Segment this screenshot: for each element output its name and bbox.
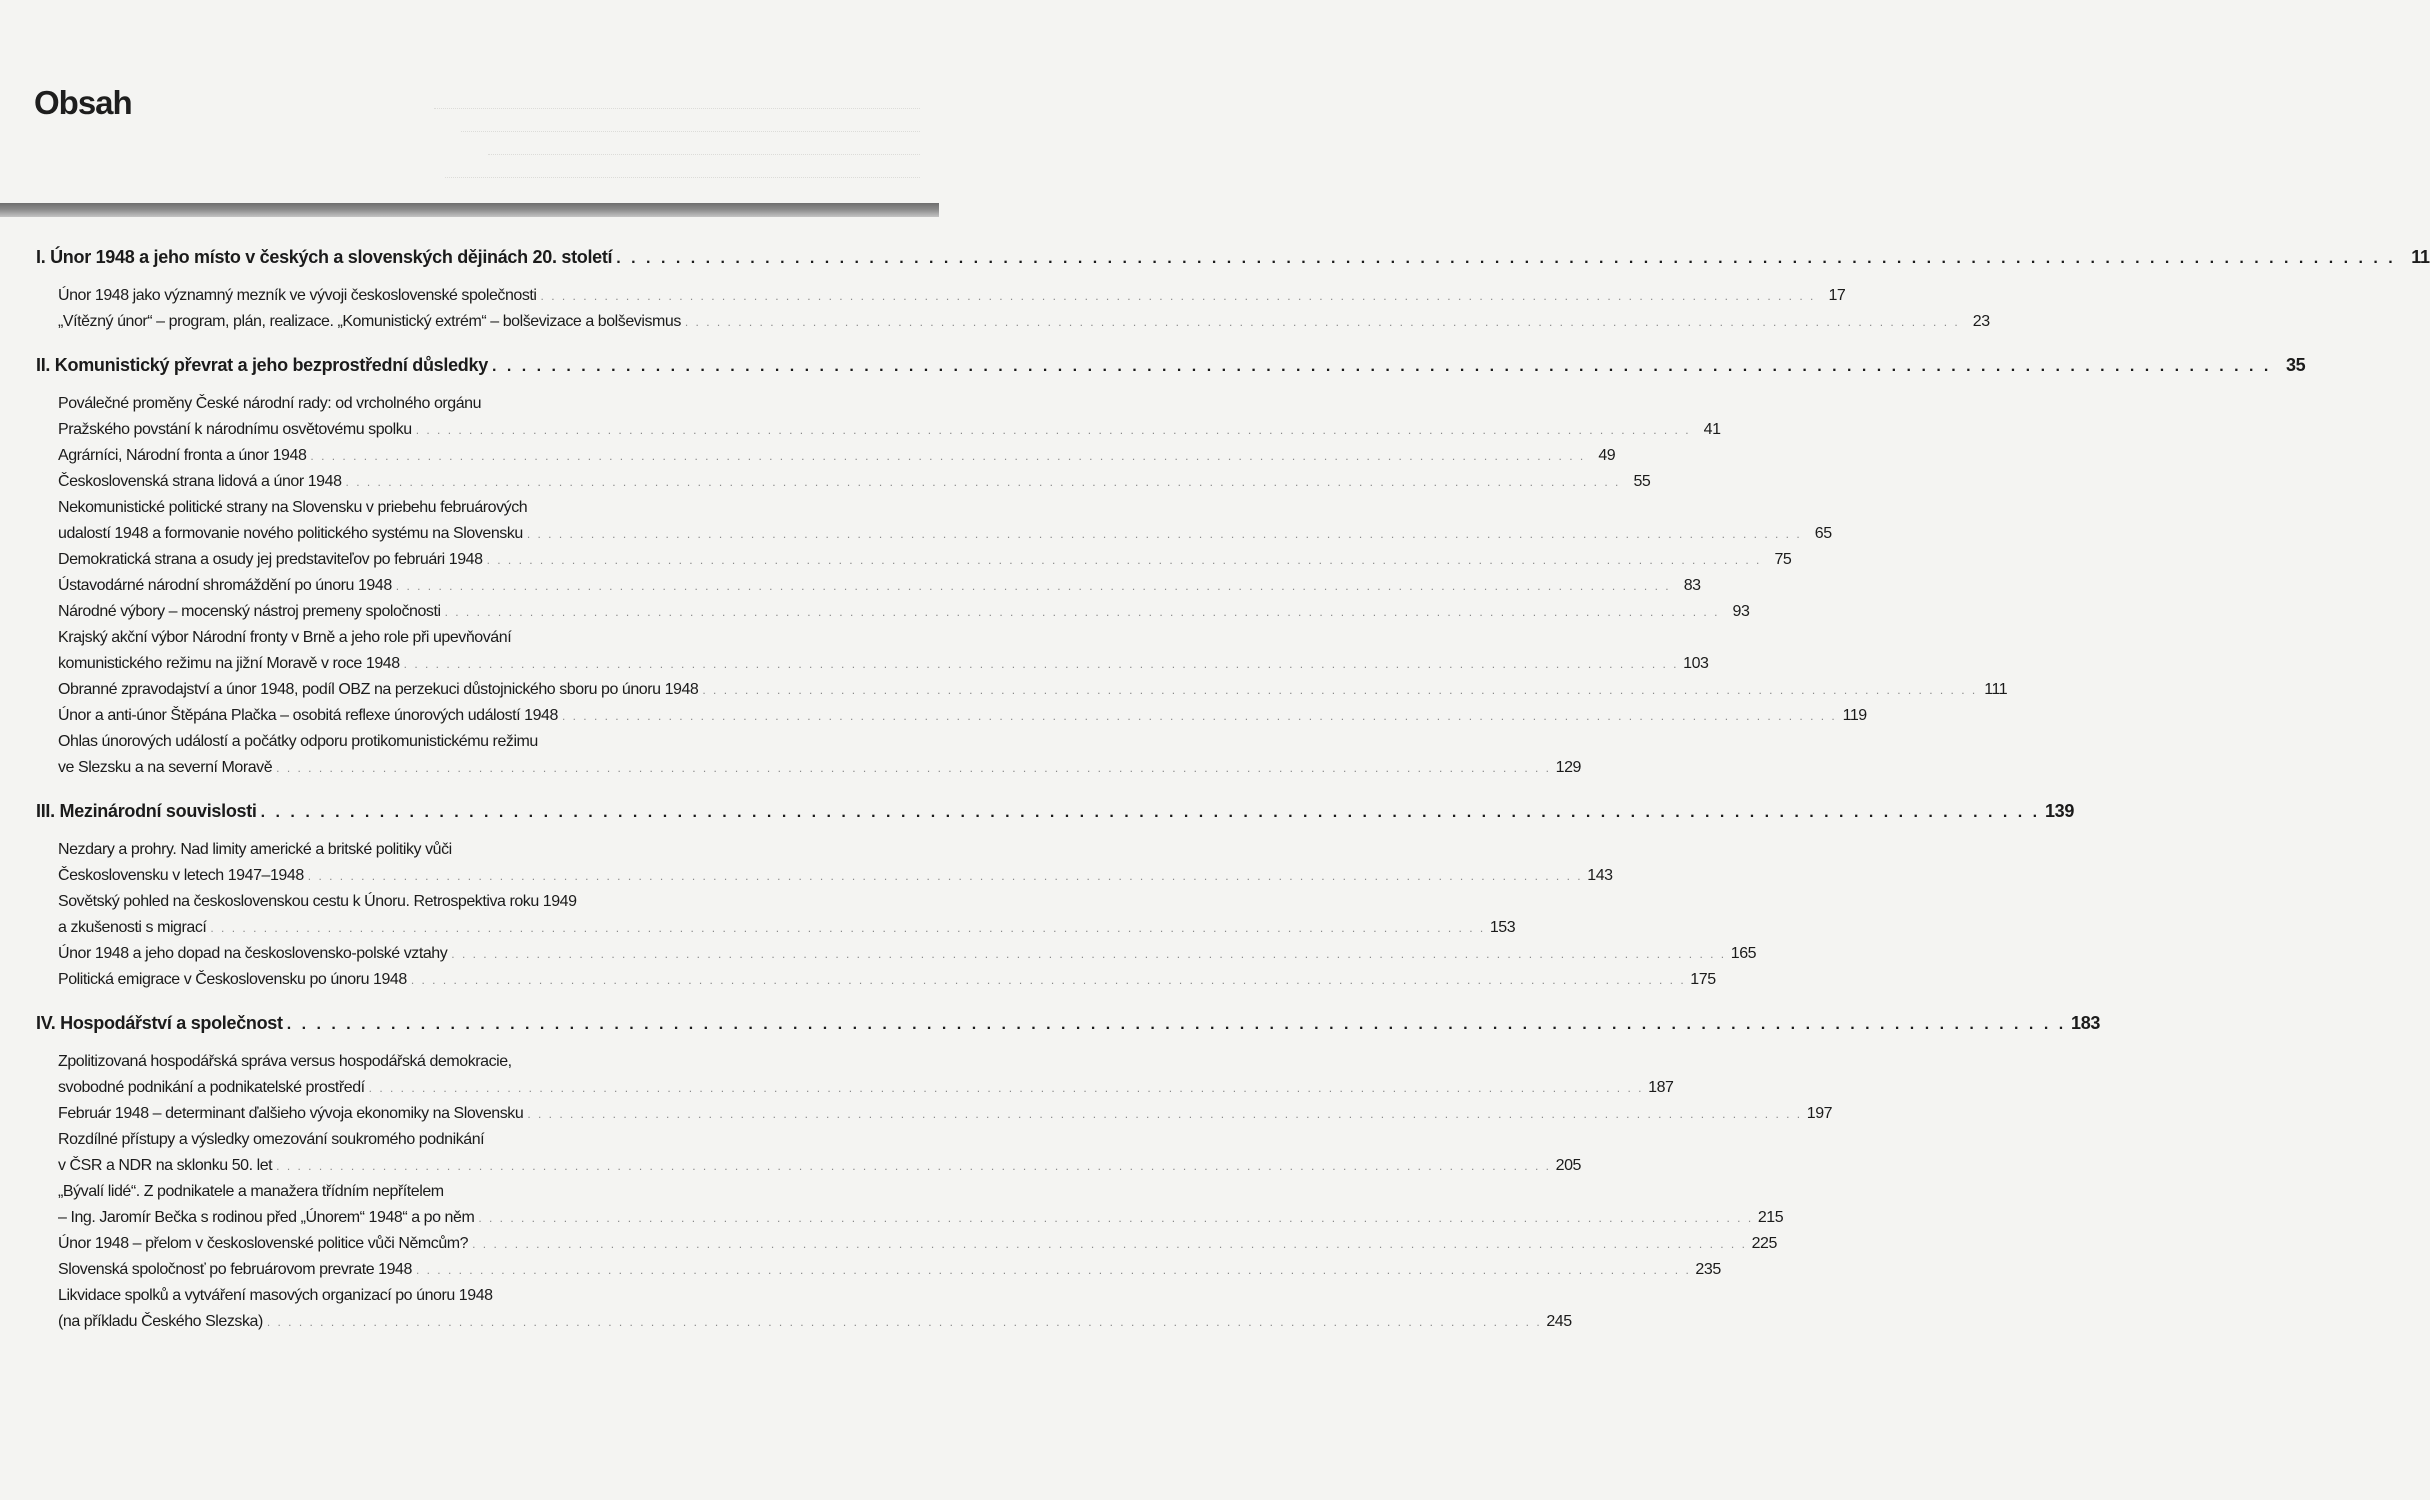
entry-row [58, 941, 1757, 967]
entry-title-line: Nekomunistické politické strany na Slovensku v priebehu februárových [58, 499, 528, 516]
toc-entry[interactable] [58, 599, 1750, 625]
entry-page-number: 55 [1633, 473, 1651, 490]
entry-row [58, 1153, 1581, 1179]
section-heading-title: III. Mezinárodní souvislosti [36, 801, 257, 821]
entry-row [58, 1309, 1572, 1335]
entry-title-line: v ČSR a NDR na sklonku 50. let [58, 1157, 273, 1174]
entry-title-line: – Ing. Jaromír Bečka s rodinou před „Únorem“ 1948“ a po něm [58, 1209, 475, 1226]
entry-title-line: „Vítězný únor“ – program, plán, realizace. „Komunistický extrém“ – bolševizace a bolševismus [58, 313, 681, 330]
toc-entry[interactable] [58, 1231, 1777, 1257]
entry-row [58, 967, 1716, 993]
entry-title-line: Únor 1948 – přelom v československé politice vůči Němcům? [58, 1235, 469, 1252]
section-heading[interactable] [36, 351, 2306, 381]
entry-title-line: Únor 1948 jako významný mezník ve vývoji československé společnosti [58, 287, 537, 304]
entry-page-number: 215 [1757, 1209, 1784, 1226]
dot-leader: . . . . . . . . . . . . . . . . . . . . . . . . . . . . . . . . . . . . . . . . . . . . . . . . . . . . . . . . . . . . . . . . . . . . . . . . . . . . . . . . . . . . . . . . . . . . . . . . . . . . . . . . . . . . . . . . . . . . . . . . [310, 449, 1586, 463]
entry-page-number: 175 [1690, 971, 1716, 988]
toc-entry[interactable] [58, 443, 1616, 469]
section-page-number: 11 [2411, 247, 2430, 267]
entry-title-line: Poválečné proměny České národní rady: od vrcholného orgánu [58, 395, 482, 412]
entry-page-number: 23 [1972, 313, 1990, 330]
entry-row [58, 677, 2008, 703]
entry-row [58, 1205, 1784, 1231]
entry-title-line: Československu v letech 1947–1948 [58, 867, 304, 884]
entry-row [58, 417, 1721, 443]
toc-section [36, 351, 2306, 781]
entry-page-number: 165 [1730, 945, 1757, 962]
entry-page-number: 111 [1984, 681, 2008, 698]
entry-row [58, 755, 1581, 781]
dot-leader: . . . . . . . . . . . . . . . . . . . . . . . . . . . . . . . . . . . . . . . . . . . . . . . . . . . . . . . . . . . . . . . . . . . . . . . . . . . . . . . . . . . . . . . . . . . . . . . . . . . . . . . . . . . . . . . . . . . . . . . . [307, 869, 1583, 883]
entry-title-line: svobodné podnikání a podnikatelské prostředí [58, 1079, 365, 1096]
entry-title-line: Krajský akční výbor Národní fronty v Brně a jeho role při upevňování [58, 629, 512, 646]
toc-entry[interactable] [58, 1179, 1784, 1231]
dot-leader: . . . . . . . . . . . . . . . . . . . . . . . . . . . . . . . . . . . . . . . . . . . . . . . . . . . . . . . . . . . . . . . . . . . . . . . . . . . . . . . . . . . . . . . . . . . . . . . . . . . . . . . . . . . . . . . . . . . . . . . . [276, 1159, 1551, 1173]
entry-title-line: Demokratická strana a osudy jej predstaviteľov po februári 1948 [58, 551, 483, 568]
entry-page-number: 225 [1751, 1235, 1777, 1252]
toc-entry[interactable] [58, 729, 1581, 781]
toc-entry[interactable] [58, 1127, 1581, 1179]
entry-row [58, 863, 1613, 889]
entry-row [58, 1075, 1674, 1101]
dot-leader: . . . . . . . . . . . . . . . . . . . . . . . . . . . . . . . . . . . . . . . . . . . . . . . . . . . . . . . . . . . . . . . . . . . . . . . . . . . . . . . . . . . . . . . . . . . . . . . . . . . . . . . . . . . . . . . . . . . . . . . . [561, 709, 1837, 723]
entry-title-line: komunistického režimu na jižní Moravě v roce 1948 [58, 655, 400, 672]
toc-entry[interactable] [58, 469, 1651, 495]
dot-leader: . . . . . . . . . . . . . . . . . . . . . . . . . . . . . . . . . . . . . . . . . . . . . . . . . . . . . . . . . . . . . . . . . . . . . . . . . . . . . . . . . . . . . . . . . . . . . . . . . . . . . . . . . . . . . . . . . . . . . . . . [415, 1263, 1691, 1277]
dot-leader: . . . . . . . . . . . . . . . . . . . . . . . . . . . . . . . . . . . . . . . . . . . . . . . . . . . . . . . . . . . . . . . . . . . . . . . . . . . . . . . . . . . . . . . . . . . . . . . . . . . . . . . . . . . . . . . . . . . . . . . . [368, 1081, 1644, 1095]
entry-list [36, 391, 2008, 781]
entry-page-number: 93 [1732, 603, 1750, 620]
entry-title-line: Únor a anti-únor Štěpána Plačka – osobitá reflexe únorových událostí 1948 [58, 707, 558, 724]
entry-title-line: Sovětský pohled na československou cestu k Únoru. Retrospektiva roku 1949 [58, 893, 577, 910]
dot-leader: . . . . . . . . . . . . . . . . . . . . . . . . . . . . . . . . . . . . . . . . . . . . . . . . . . . . . . . . . . . . . . . . . . . . . . . . . . . . . . . . . . . . . . . . . . . . . . . . . . . . . . . . . . . . . . . . . . . . . . . . [616, 250, 2396, 267]
toc-entry[interactable] [58, 837, 1613, 889]
entry-title-line: a zkušenosti s migrací [58, 919, 207, 936]
entry-row [58, 599, 1750, 625]
entry-page-number: 49 [1598, 447, 1616, 464]
entry-title-line: Národné výbory – mocenský nástroj premeny spoločnosti [58, 603, 441, 620]
entry-title-line: Nezdary a prohry. Nad limity americké a britské politiky vůči [58, 841, 452, 858]
dot-leader: . . . . . . . . . . . . . . . . . . . . . . . . . . . . . . . . . . . . . . . . . . . . . . . . . . . . . . . . . . . . . . . . . . . . . . . . . . . . . . . . . . . . . . . . . . . . . . . . . . . . . . . . . . . . . . . . . . . . . . . . [540, 289, 1816, 303]
entry-page-number: 187 [1648, 1079, 1674, 1096]
entry-row [58, 651, 1709, 677]
dot-leader: . . . . . . . . . . . . . . . . . . . . . . . . . . . . . . . . . . . . . . . . . . . . . . . . . . . . . . . . . . . . . . . . . . . . . . . . . . . . . . . . . . . . . . . . . . . . . . . . . . . . . . . . . . . . . . . . . . . . . . . . [266, 1315, 1542, 1329]
entry-page-number: 103 [1683, 655, 1709, 672]
toc-entry[interactable] [58, 941, 1757, 967]
toc-entry[interactable] [58, 1257, 1721, 1283]
entry-page-number: 75 [1774, 551, 1792, 568]
dot-leader: . . . . . . . . . . . . . . . . . . . . . . . . . . . . . . . . . . . . . . . . . . . . . . . . . . . . . . . . . . . . . . . . . . . . . . . . . . . . . . . . . . . . . . . . . . . . . . . . . . . . . . . . . . . . . . . . . . . . . . . . [527, 1107, 1803, 1121]
entry-page-number: 17 [1828, 287, 1846, 304]
entry-row [58, 1257, 1721, 1283]
dot-leader: . . . . . . . . . . . . . . . . . . . . . . . . . . . . . . . . . . . . . . . . . . . . . . . . . . . . . . . . . . . . . . . . . . . . . . . . . . . . . . . . . . . . . . . . . . . . . . . . . . . . . . . . . . . . . . . . . . . . . . . . [472, 1237, 1747, 1251]
entry-title-line: ve Slezsku a na severní Moravě [58, 759, 273, 776]
entry-page-number: 197 [1806, 1105, 1833, 1122]
entry-row [58, 703, 1867, 729]
entry-list [36, 283, 1990, 335]
entry-row [58, 915, 1516, 941]
entry-title-line: Agrárníci, Národní fronta a únor 1948 [58, 447, 307, 464]
dot-leader: . . . . . . . . . . . . . . . . . . . . . . . . . . . . . . . . . . . . . . . . . . . . . . . . . . . . . . . . . . . . . . . . . . . . . . . . . . . . . . . . . . . . . . . . . . . . . . . . . . . . . . . . . . . . . . . . . . . . . . . . [444, 605, 1720, 619]
entry-title-line: Československá strana lidová a únor 1948 [58, 473, 342, 490]
toc-entry[interactable] [58, 1101, 1833, 1127]
dot-leader: . . . . . . . . . . . . . . . . . . . . . . . . . . . . . . . . . . . . . . . . . . . . . . . . . . . . . . . . . . . . . . . . . . . . . . . . . . . . . . . . . . . . . . . . . . . . . . . . . . . . . . . . . . . . . . . . . . . . . . . . [345, 475, 1621, 489]
entry-title-line: Zpolitizovaná hospodářská správa versus hospodářská demokracie, [58, 1053, 512, 1070]
toc-entry[interactable] [58, 547, 1792, 573]
entry-row [58, 443, 1616, 469]
entry-page-number: 205 [1555, 1157, 1581, 1174]
toc-entry[interactable] [58, 309, 1990, 335]
entry-page-number: 143 [1587, 867, 1613, 884]
entry-title-line: Ohlas únorových událostí a počátky odporu protikomunistickému režimu [58, 733, 538, 750]
dot-leader: . . . . . . . . . . . . . . . . . . . . . . . . . . . . . . . . . . . . . . . . . . . . . . . . . . . . . . . . . . . . . . . . . . . . . . . . . . . . . . . . . . . . . . . . . . . . . . . . . . . . . . . . . . . . . . . . . . . . . . . . [286, 1016, 2067, 1033]
dot-leader: . . . . . . . . . . . . . . . . . . . . . . . . . . . . . . . . . . . . . . . . . . . . . . . . . . . . . . . . . . . . . . . . . . . . . . . . . . . . . . . . . . . . . . . . . . . . . . . . . . . . . . . . . . . . . . . . . . . . . . . . [702, 683, 1978, 697]
dot-leader: . . . . . . . . . . . . . . . . . . . . . . . . . . . . . . . . . . . . . . . . . . . . . . . . . . . . . . . . . . . . . . . . . . . . . . . . . . . . . . . . . . . . . . . . . . . . . . . . . . . . . . . . . . . . . . . . . . . . . . . . [451, 947, 1727, 961]
entry-title-line: „Bývalí lidé“. Z podnikatele a manažera třídním nepřítelem [58, 1183, 444, 1200]
dot-leader: . . . . . . . . . . . . . . . . . . . . . . . . . . . . . . . . . . . . . . . . . . . . . . . . . . . . . . . . . . . . . . . . . . . . . . . . . . . . . . . . . . . . . . . . . . . . . . . . . . . . . . . . . . . . . . . . . . . . . . . . [403, 657, 1679, 671]
toc-entry[interactable] [58, 1049, 1674, 1101]
entry-page-number: 245 [1546, 1313, 1572, 1330]
toc-entry[interactable] [58, 677, 2008, 703]
entry-title-line: Pražského povstání k národnímu osvětovému spolku [58, 421, 412, 438]
entry-title-line: Likvidace spolků a vytváření masových organizací po únoru 1948 [58, 1287, 493, 1304]
entry-page-number: 129 [1555, 759, 1581, 776]
section-heading-title: I. Únor 1948 a jeho místo v českých a slovenských dějinách 20. století [36, 247, 613, 267]
entry-row [58, 469, 1651, 495]
toc-entry[interactable] [58, 967, 1716, 993]
dot-leader: . . . . . . . . . . . . . . . . . . . . . . . . . . . . . . . . . . . . . . . . . . . . . . . . . . . . . . . . . . . . . . . . . . . . . . . . . . . . . . . . . . . . . . . . . . . . . . . . . . . . . . . . . . . . . . . . . . . . . . . . [526, 527, 1802, 541]
entry-title-line: Ústavodárné národní shromáždění po únoru 1948 [58, 577, 392, 594]
dot-leader: . . . . . . . . . . . . . . . . . . . . . . . . . . . . . . . . . . . . . . . . . . . . . . . . . . . . . . . . . . . . . . . . . . . . . . . . . . . . . . . . . . . . . . . . . . . . . . . . . . . . . . . . . . . . . . . . . . . . . . . . [395, 579, 1671, 593]
toc-entry[interactable] [58, 889, 1516, 941]
entry-row [58, 1101, 1833, 1127]
entry-row [58, 1231, 1777, 1257]
entry-row [58, 573, 1701, 599]
entry-page-number: 235 [1695, 1261, 1721, 1278]
page-title: Obsah [34, 84, 132, 121]
dot-leader: . . . . . . . . . . . . . . . . . . . . . . . . . . . . . . . . . . . . . . . . . . . . . . . . . . . . . . . . . . . . . . . . . . . . . . . . . . . . . . . . . . . . . . . . . . . . . . . . . . . . . . . . . . . . . . . . . . . . . . . . [478, 1211, 1754, 1225]
header-band [0, 203, 939, 217]
entry-list [36, 837, 1757, 993]
entry-page-number: 41 [1703, 421, 1721, 438]
dot-leader: . . . . . . . . . . . . . . . . . . . . . . . . . . . . . . . . . . . . . . . . . . . . . . . . . . . . . . . . . . . . . . . . . . . . . . . . . . . . . . . . . . . . . . . . . . . . . . . . . . . . . . . . . . . . . . . . . . . . . . . . [260, 804, 2041, 821]
entry-page-number: 153 [1489, 919, 1516, 936]
toc-section [36, 1009, 2101, 1335]
entry-row [58, 547, 1792, 573]
entry-title-line: Slovenská spoločnosť po februárovom prevrate 1948 [58, 1261, 412, 1278]
section-page-number: 35 [2285, 355, 2306, 375]
toc-section [36, 243, 2430, 335]
entry-page-number: 83 [1683, 577, 1701, 594]
entry-title-line: udalostí 1948 a formovanie nového politického systému na Slovensku [58, 525, 523, 542]
toc-entry[interactable] [58, 625, 1709, 677]
entry-title-line: Obranné zpravodajství a únor 1948, podíl OBZ na perzekuci důstojnického sboru po únoru 1948 [58, 681, 699, 698]
entry-title-line: Únor 1948 a jeho dopad na československo-polské vztahy [58, 945, 448, 962]
toc-entry[interactable] [58, 1283, 1572, 1335]
toc-entry[interactable] [58, 391, 1721, 443]
dot-leader: . . . . . . . . . . . . . . . . . . . . . . . . . . . . . . . . . . . . . . . . . . . . . . . . . . . . . . . . . . . . . . . . . . . . . . . . . . . . . . . . . . . . . . . . . . . . . . . . . . . . . . . . . . . . . . . . . . . . . . . . [491, 358, 2272, 375]
toc-entry[interactable] [58, 573, 1701, 599]
section-heading[interactable] [36, 797, 2075, 827]
dot-leader: . . . . . . . . . . . . . . . . . . . . . . . . . . . . . . . . . . . . . . . . . . . . . . . . . . . . . . . . . . . . . . . . . . . . . . . . . . . . . . . . . . . . . . . . . . . . . . . . . . . . . . . . . . . . . . . . . . . . . . . . [486, 553, 1762, 567]
entry-row [58, 309, 1990, 335]
section-heading-title: II. Komunistický převrat a jeho bezprostřední důsledky [36, 355, 488, 375]
entry-page-number: 65 [1814, 525, 1832, 542]
toc-entry[interactable] [58, 495, 1832, 547]
entry-page-number: 119 [1842, 707, 1867, 724]
dot-leader: . . . . . . . . . . . . . . . . . . . . . . . . . . . . . . . . . . . . . . . . . . . . . . . . . . . . . . . . . . . . . . . . . . . . . . . . . . . . . . . . . . . . . . . . . . . . . . . . . . . . . . . . . . . . . . . . . . . . . . . . [684, 315, 1960, 329]
show-through [380, 50, 920, 178]
entry-row [58, 283, 1846, 309]
entry-list [36, 1049, 1833, 1335]
dot-leader: . . . . . . . . . . . . . . . . . . . . . . . . . . . . . . . . . . . . . . . . . . . . . . . . . . . . . . . . . . . . . . . . . . . . . . . . . . . . . . . . . . . . . . . . . . . . . . . . . . . . . . . . . . . . . . . . . . . . . . . . [415, 423, 1691, 437]
section-page-number: 183 [2071, 1013, 2101, 1033]
dot-leader: . . . . . . . . . . . . . . . . . . . . . . . . . . . . . . . . . . . . . . . . . . . . . . . . . . . . . . . . . . . . . . . . . . . . . . . . . . . . . . . . . . . . . . . . . . . . . . . . . . . . . . . . . . . . . . . . . . . . . . . . [210, 921, 1486, 935]
entry-title-line: Politická emigrace v Československu po únoru 1948 [58, 971, 407, 988]
entry-title-line: Február 1948 – determinant ďalšieho vývoja ekonomiky na Slovensku [58, 1105, 524, 1122]
table-of-contents [36, 243, 2430, 1351]
section-page-number: 139 [2044, 801, 2075, 821]
dot-leader: . . . . . . . . . . . . . . . . . . . . . . . . . . . . . . . . . . . . . . . . . . . . . . . . . . . . . . . . . . . . . . . . . . . . . . . . . . . . . . . . . . . . . . . . . . . . . . . . . . . . . . . . . . . . . . . . . . . . . . . . [410, 973, 1686, 987]
toc-section [36, 797, 2075, 993]
section-heading[interactable] [36, 1009, 2101, 1039]
section-heading-title: IV. Hospodářství a společnost [36, 1013, 283, 1033]
section-heading[interactable] [36, 243, 2430, 273]
entry-title-line: (na příkladu Českého Slezska) [58, 1313, 263, 1330]
entry-title-line: Rozdílné přístupy a výsledky omezování soukromého podnikání [58, 1131, 485, 1148]
entry-row [58, 521, 1832, 547]
toc-entry[interactable] [58, 283, 1846, 309]
dot-leader: . . . . . . . . . . . . . . . . . . . . . . . . . . . . . . . . . . . . . . . . . . . . . . . . . . . . . . . . . . . . . . . . . . . . . . . . . . . . . . . . . . . . . . . . . . . . . . . . . . . . . . . . . . . . . . . . . . . . . . . . [276, 761, 1551, 775]
toc-entry[interactable] [58, 703, 1867, 729]
